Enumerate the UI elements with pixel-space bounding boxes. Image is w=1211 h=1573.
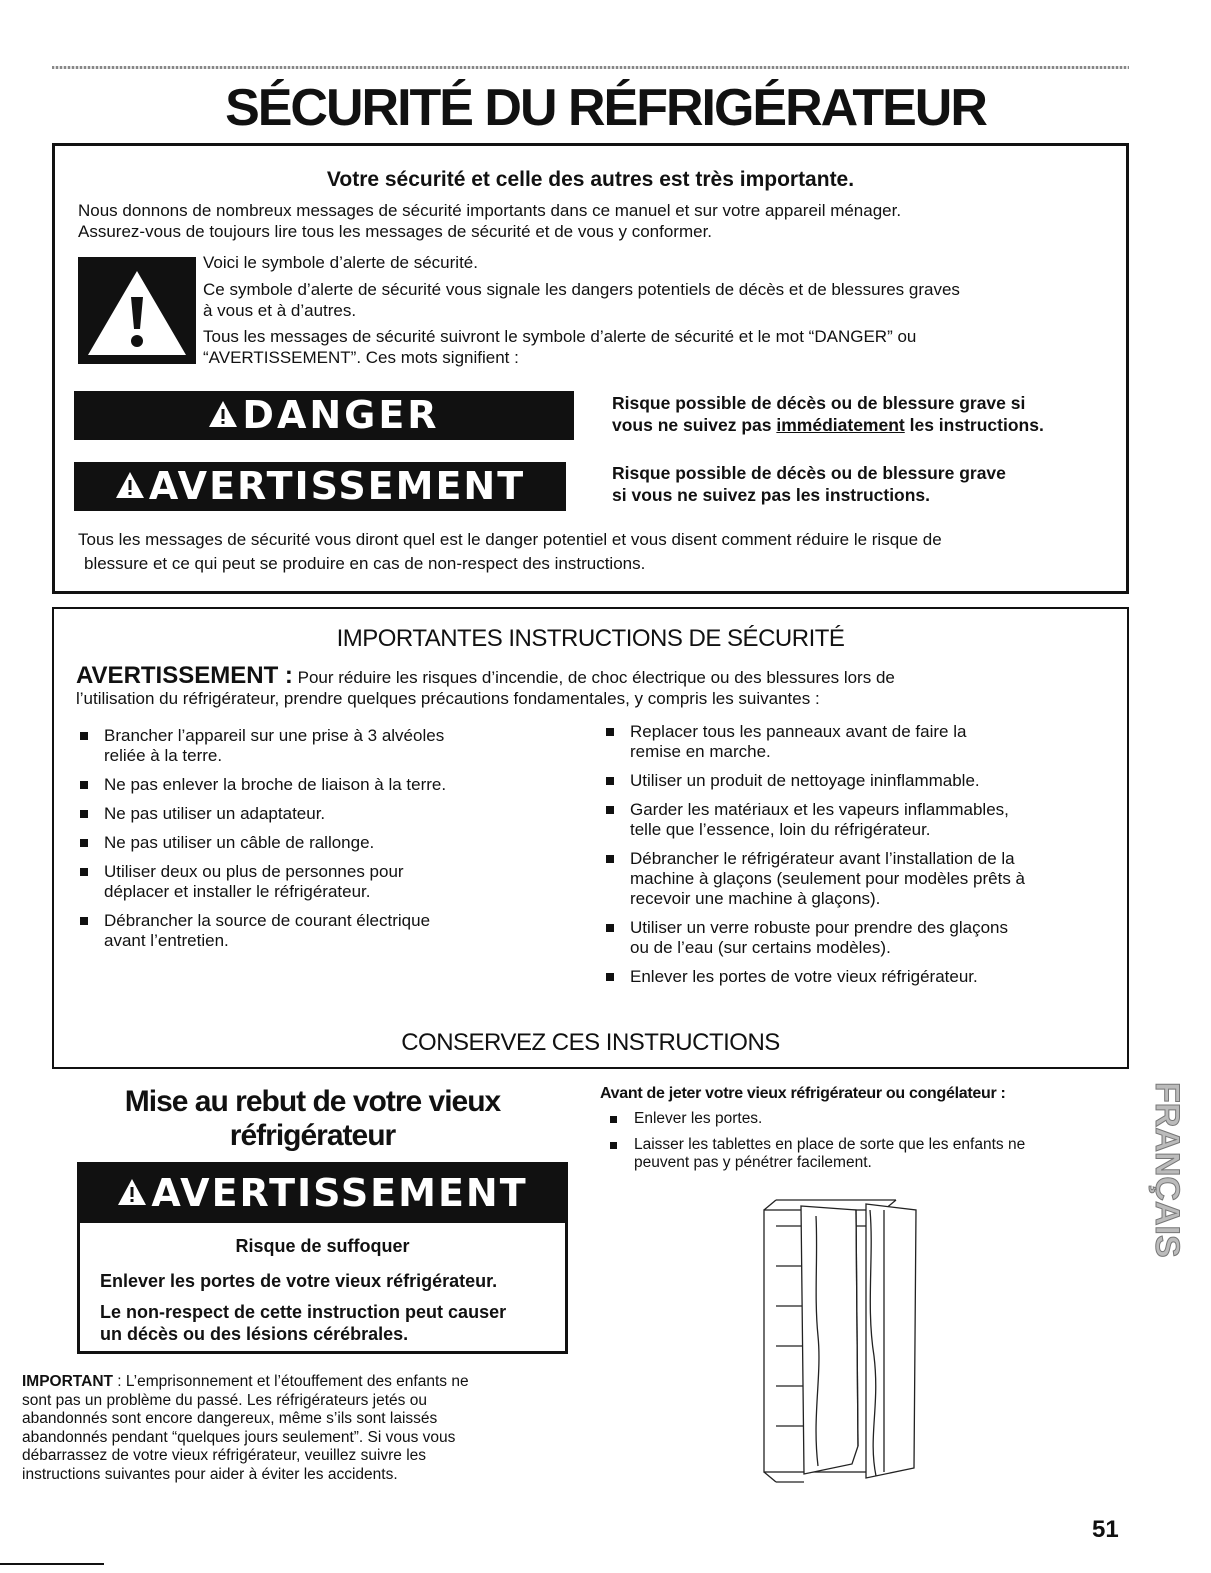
page-title: SÉCURITÉ DU RÉFRIGÉRATEUR <box>225 79 986 137</box>
instructions-right-item <box>602 722 1122 762</box>
important-line-2: sont pas un problème du passé. Les réfrigérateurs jetés ou <box>22 1391 427 1409</box>
bullet-icon <box>606 855 614 863</box>
instructions-left-item-line: Utiliser deux ou plus de personnes pour <box>104 862 404 881</box>
safety-intro-1: Nous donnons de nombreux messages de sécurité importants dans ce manuel et sur votre appareil ménager. <box>78 201 902 220</box>
footer-rule <box>0 1563 104 1565</box>
instructions-heading: IMPORTANTES INSTRUCTIONS DE SÉCURITÉ <box>336 625 845 652</box>
before-disposal-item <box>606 1110 1106 1129</box>
disposal-warning-label-text: AVERTISSEMENT <box>151 1171 528 1215</box>
warning-alert-icon <box>115 462 145 511</box>
instructions-left-item <box>76 833 576 853</box>
danger-desc-line-2 <box>612 414 1044 436</box>
instructions-right-item-line: Utiliser un verre robuste pour prendre des glaçons <box>630 918 1008 937</box>
symbol-line-4: Tous les messages de sécurité suivront le symbole d’alerte de sécurité et le mot “DANGER” ou <box>203 327 917 346</box>
instructions-right-item-line: machine à glaçons (seulement pour modèles prêts à <box>630 869 1025 888</box>
instructions-right-item <box>602 918 1122 958</box>
instructions-right-item-line: ou de l’eau (sur certains modèles). <box>630 938 891 957</box>
instructions-left-item-line: Ne pas utiliser un adaptateur. <box>104 804 326 823</box>
instructions-left-item <box>76 775 576 795</box>
safety-alert-icon <box>78 257 196 364</box>
instructions-right-item-line: recevoir une machine à glaçons). <box>630 889 881 908</box>
instructions-left-item-line: Débrancher la source de courant électrique <box>104 911 431 930</box>
symbol-line-5: “AVERTISSEMENT”. Ces mots signifient : <box>203 348 519 367</box>
refrigerator-illustration <box>756 1196 926 1486</box>
side-tab-text: FRANÇAIS <box>1148 1082 1184 1258</box>
instructions-left-item <box>76 726 576 766</box>
instructions-right-item <box>602 849 1122 909</box>
important-line-3: abandonnés sont encore dangereux, même s’ils sont laissés <box>22 1410 438 1427</box>
before-disposal-item-line: peuvent pas y pénétrer facilement. <box>634 1154 872 1171</box>
disposal-line-2b: un décès ou des lésions cérébrales. <box>100 1324 409 1344</box>
bullet-icon <box>606 728 614 736</box>
warning-desc <box>612 462 1006 506</box>
danger-desc-pre: vous ne suivez pas <box>612 415 777 435</box>
before-disposal-item <box>606 1136 1106 1173</box>
bullet-icon <box>606 806 614 814</box>
instructions-footer: CONSERVEZ CES INSTRUCTIONS <box>401 1029 780 1056</box>
important-line-5: débarrassez de votre vieux réfrigérateur, veuillez suivre les <box>22 1447 427 1464</box>
before-disposal-list <box>606 1110 1106 1180</box>
instructions-right-list <box>602 722 1122 996</box>
instructions-left-item-line: reliée à la terre. <box>104 746 223 765</box>
danger-desc-post: les instructions. <box>904 415 1044 435</box>
instructions-left-item <box>76 862 576 902</box>
danger-desc-underline: immédiatement <box>776 415 905 435</box>
instructions-right-item-line: Utiliser un produit de nettoyage ininflammable. <box>630 771 980 790</box>
bullet-icon <box>606 973 614 981</box>
instructions-warning <box>76 662 1116 709</box>
bullet-icon <box>80 839 88 847</box>
safety-closing-1: Tous les messages de sécurité vous diront quel est le danger potentiel et vous disent comment réduire le risque de <box>78 530 942 549</box>
important-line-6: instructions suivantes pour aider à éviter les accidents. <box>22 1465 398 1483</box>
bullet-icon <box>80 868 88 876</box>
disposal-line-1: Enlever les portes de votre vieux réfrigérateur. <box>100 1271 498 1291</box>
instructions-right-item-line: telle que l’essence, loin du réfrigérateur. <box>630 820 931 839</box>
instructions-right-item <box>602 967 1122 987</box>
disposal-warning-box <box>77 1162 568 1354</box>
disposal-title-line-1: Mise au rebut de votre vieux <box>124 1085 501 1118</box>
side-tab-francais <box>1148 1080 1184 1340</box>
bullet-icon <box>610 1142 617 1149</box>
instructions-left-item <box>76 911 576 951</box>
disposal-title <box>60 1085 565 1153</box>
symbol-line-1: Voici le symbole d’alerte de sécurité. <box>203 253 478 272</box>
before-disposal-item-line: Laisser les tablettes en place de sorte que les enfants ne <box>634 1135 1026 1153</box>
bullet-icon <box>80 917 88 925</box>
warning-desc-line-2: si vous ne suivez pas les instructions. <box>612 485 931 505</box>
danger-label-text: DANGER <box>242 393 440 437</box>
before-disposal-title: Avant de jeter votre vieux réfrigérateur ou congélateur : <box>600 1085 1006 1102</box>
disposal-alert-icon <box>117 1165 147 1221</box>
danger-desc <box>612 392 1044 436</box>
instructions-warning-text-2: l’utilisation du réfrigérateur, prendre quelques précautions fondamentales, y compris les suivantes : <box>76 689 820 708</box>
instructions-left-item-line: déplacer et installer le réfrigérateur. <box>104 882 371 901</box>
instructions-box <box>52 607 1129 1069</box>
instructions-left-item-line: Ne pas utiliser un câble de rallonge. <box>104 833 375 852</box>
instructions-left-item-line: Brancher l’appareil sur une prise à 3 alvéoles <box>104 726 445 745</box>
instructions-right-item-line: Débrancher le réfrigérateur avant l’installation de la <box>630 849 1015 868</box>
instructions-left-item-line: Ne pas enlever la broche de liaison à la terre. <box>104 775 447 794</box>
danger-label <box>74 391 574 440</box>
instructions-warning-word: AVERTISSEMENT : <box>76 662 293 689</box>
before-disposal-item-line: Enlever les portes. <box>634 1110 763 1127</box>
disposal-line-2a: Le non-respect de cette instruction peut causer <box>100 1302 507 1322</box>
bullet-icon <box>80 732 88 740</box>
warning-desc-line-1: Risque possible de décès ou de blessure grave <box>612 463 1006 483</box>
safety-subtitle: Votre sécurité et celle des autres est très importante. <box>326 168 855 191</box>
disposal-warning-label <box>80 1165 565 1223</box>
symbol-line-2: Ce symbole d’alerte de sécurité vous signale les dangers potentiels de décès et de blessures graves <box>203 280 960 299</box>
instructions-right-item-line: remise en marche. <box>630 742 771 761</box>
important-note <box>22 1373 570 1484</box>
warning-label-text: AVERTISSEMENT <box>148 464 526 508</box>
danger-alert-icon <box>208 391 238 440</box>
instructions-warning-text-1: Pour réduire les risques d’incendie, de choc électrique ou des blessures lors de <box>292 668 895 687</box>
safety-closing-2: blessure et ce qui peut se produire en cas de non-respect des instructions. <box>84 554 646 573</box>
safety-intro-2: Assurez-vous de toujours lire tous les messages de sécurité et de vous y conformer. <box>78 222 713 241</box>
instructions-right-item-line: Enlever les portes de votre vieux réfrigérateur. <box>630 967 978 986</box>
important-label: IMPORTANT <box>22 1373 113 1390</box>
bullet-icon <box>610 1116 617 1123</box>
symbol-line-3: à vous et à d’autres. <box>203 301 357 320</box>
instructions-left-item <box>76 804 576 824</box>
instructions-right-item-line: Replacer tous les panneaux avant de faire la <box>630 722 967 741</box>
instructions-left-list <box>76 726 576 960</box>
bullet-icon <box>80 781 88 789</box>
instructions-right-item <box>602 800 1122 840</box>
instructions-right-item <box>602 771 1122 791</box>
disposal-risk: Risque de suffoquer <box>235 1236 410 1256</box>
disposal-title-line-2: réfrigérateur <box>229 1119 396 1152</box>
important-line-1: : L’emprisonnement et l’étouffement des enfants ne <box>112 1373 469 1390</box>
bullet-icon <box>606 924 614 932</box>
top-rule <box>52 66 1129 69</box>
instructions-right-item-line: Garder les matériaux et les vapeurs inflammables, <box>630 800 1009 819</box>
instructions-left-item-line: avant l’entretien. <box>104 931 229 950</box>
warning-label <box>74 462 566 511</box>
bullet-icon <box>606 777 614 785</box>
safety-box <box>52 143 1129 594</box>
page-number: 51 <box>1092 1516 1119 1543</box>
danger-desc-line-1: Risque possible de décès ou de blessure grave si <box>612 393 1026 413</box>
bullet-icon <box>80 810 88 818</box>
important-line-4: abandonnés pendant “quelques jours seulement”. Si vous vous <box>22 1428 456 1446</box>
